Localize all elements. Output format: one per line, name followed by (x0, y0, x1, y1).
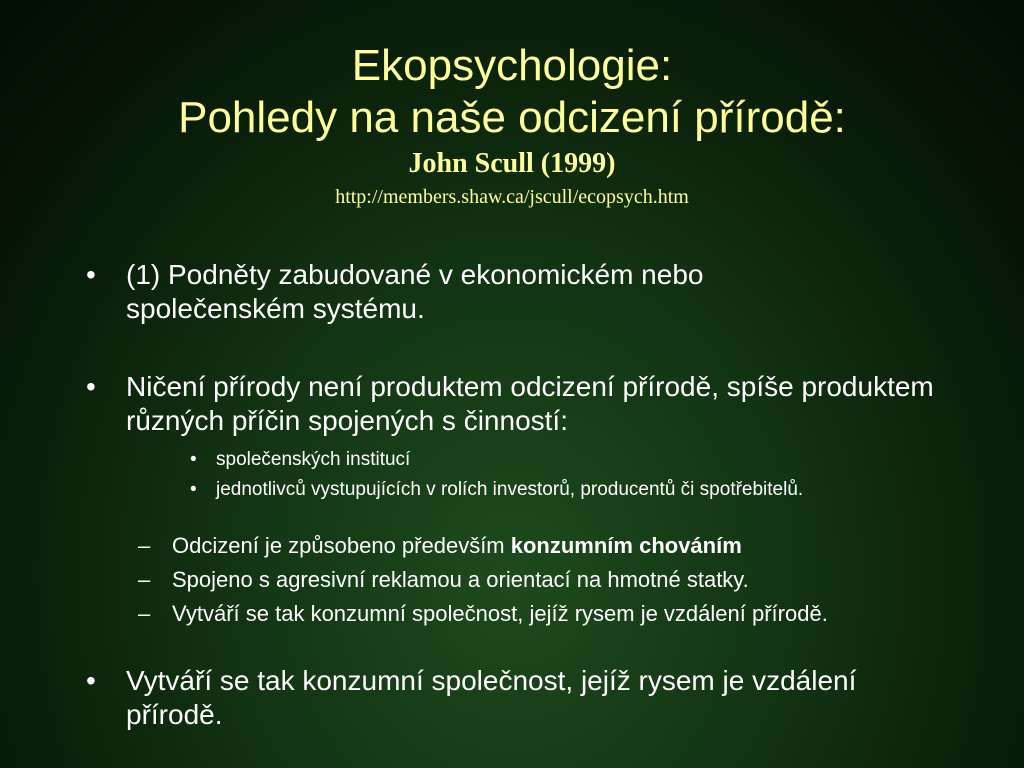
source-url: http://members.shaw.ca/jscull/ecopsych.htm (335, 186, 689, 208)
dash-item-2 (138, 567, 972, 593)
dash-item-3 (138, 601, 932, 627)
sub-bullet-marker: • (190, 479, 197, 500)
bullet-marker: • (86, 371, 96, 402)
bullet-text-1: (1) Podněty zabudované v ekonomickém nebo společenském systému. (126, 259, 704, 324)
title-line-2: Pohledy na naše odcizení přírodě: (178, 93, 846, 142)
author-citation: John Scull (1999) (408, 148, 616, 179)
bullet-text-2: Ničení přírody není produktem odcizení přírodě, spíše produktem různých příčin spojených s činností: (126, 371, 934, 436)
bullet-marker: • (86, 665, 96, 696)
bullet-text-3: Vytváří se tak konzumní společnost, jejíž rysem je vzdálení přírodě. (126, 665, 857, 730)
dash-item-1 (138, 533, 972, 559)
sub-bullet-2 (190, 478, 896, 501)
sub-bullet-1 (190, 448, 916, 471)
dash-text-3: Vytváří se tak konzumní společnost, jejíž rysem je vzdálení přírodě. (172, 601, 828, 626)
title-line-1: Ekopsychologie: (351, 41, 673, 90)
dash-text-2: Spojeno s agresivní reklamou a orientací na hmotné statky. (172, 567, 749, 592)
sub-bullet-text-1: společenských institucí (216, 449, 411, 470)
bullet-item-1 (86, 258, 886, 326)
dash-marker: – (138, 601, 151, 626)
dash-text-1-emphasis: konzumním chováním (510, 533, 742, 558)
sub-bullet-text-2: jednotlivců vystupujících v rolích investorů, producentů či spotřebitelů. (216, 479, 804, 500)
bullet-marker: • (86, 259, 96, 290)
sub-bullet-marker: • (190, 449, 197, 470)
bullet-item-3 (86, 664, 926, 732)
bullet-item-2 (86, 370, 956, 438)
dash-marker: – (138, 567, 151, 592)
dash-text-1-prefix: Odcizení je způsobeno především (172, 533, 511, 558)
dash-marker: – (138, 533, 151, 558)
